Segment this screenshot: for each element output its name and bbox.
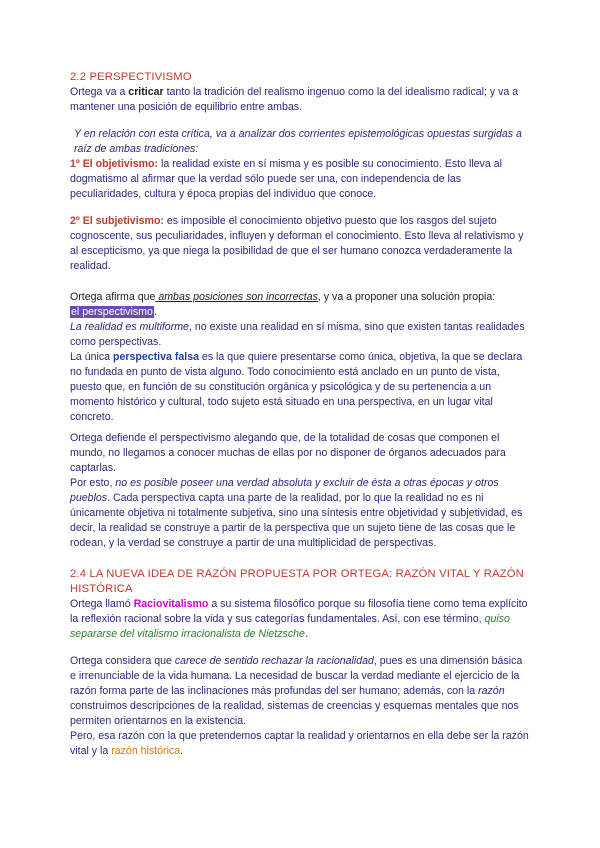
phrase-verdad-absoluta: no es posible poseer una verdad absoluta y excluir de ésta a otras épocas y otros pueblos [70,477,499,504]
term-perspectiva-falsa: perspectiva falsa [113,351,199,363]
paragraph-por-esto [70,476,530,551]
phrase-posiciones-incorrectas: ambas posiciones son incorrectas [155,291,318,303]
text-run: tanto la tradición del realismo ingenuo como la del idealismo radical; y va a mantener una posición de equilibrio entre ambas. [70,86,519,113]
paragraph-perspectiva-falsa [70,350,530,425]
paragraph-ortega-afirma [70,290,530,320]
text-run: Pero, esa razón con la que pretendemos captar la realidad y orientarnos en ella debe ser la razón vital [70,730,529,757]
text-run: la realidad existe en sí misma y es posible su conocimiento. Esto lleva al dogmatismo al afirmar que la verdad sólo puede ser una, con independencia de las peculiaridades, cultura y época propias del individuo que conoce. [70,158,502,200]
text-run: Ortega afirma que [70,291,156,303]
term-criticar: criticar [128,86,164,98]
text-run: Ortega va a [70,86,129,98]
text-run: es la que quiere presentarse como única, objetiva, la que se declara no fundada en punto de vista alguno. Todo conocimiento está anclado en un punto de vista, puesto que, en función de su constitución orgánica y psicológica y de su pertenencia a un momento histórico y cultural, todo sujeto está situado en una perspectiva, en un lugar vital concreto. [70,351,523,423]
phrase-vitalismo-nietzsche: quiso separarse del vitalismo irracionalista de Nietzsche [70,613,510,640]
paragraph-critica [70,85,530,115]
text-run: . [180,745,184,757]
section-heading-razon: 2.4 LA NUEVA IDEA DE RAZÓN PROPUESTA POR ORTEGA: RAZÓN VITAL Y RAZÓN HISTÓRICA [70,568,524,595]
text-run: , no existe una realidad en sí misma, sino que existen tantas realidades como perspectivas. [70,321,525,348]
paragraph-subjetivismo [70,214,530,274]
text-run: . [304,628,308,640]
text-run: , y va a proponer una solución propia: [317,291,496,303]
section-heading-perspectivismo: 2.2 PERSPECTIVISMO [70,71,192,83]
document-page [70,70,530,759]
text-run: . [153,306,157,318]
paragraph-multiforme [70,320,530,350]
text-run: Ortega llamó [70,598,134,610]
paragraph-objetivismo [70,157,530,202]
phrase-rechazar-racionalidad: carece de sentido rechazar la racionalidad [174,655,374,667]
term-razon-historica: razón histórica [111,745,181,757]
text-run: y la [88,745,112,757]
text-run: . Cada perspectiva capta una parte de la realidad, por lo que la realidad no es ni únicamente objetiva ni totalmente subjetiva, sino una síntesis entre objetividad y subjetividad, es decir, la realidad se construye a partir de la perspectiva que un sujeto tiene de las cosas que le rodean, y la verdad se construye a partir de una multiplicidad de perspectivas. [70,492,523,549]
text-run: La única [70,351,113,363]
paragraph-razon-vital [70,729,530,759]
paragraph-defiende: Ortega defiende el perspectivismo alegando que, de la totalidad de cosas que componen el mundo, no llegamos a conocer muchas de ellas por no disponer de órganos adecuados para captarlas. [70,432,506,474]
text-run: Por esto, [70,477,116,489]
paragraph-racionalidad [70,654,530,729]
text-run: Ortega considera que [70,655,175,667]
phrase-multiforme: La realidad es multiforme [70,321,189,333]
text-run: a su sistema filosófico porque su filosofía tiene como tema explícito la reflexión racional sobre la vida y sus categorías fundamentales. Así, con ese término, [70,598,528,625]
term-subjetivismo: 2º El subjetivismo: [70,215,164,227]
paragraph-raciovitalismo [70,597,530,642]
paragraph-corrientes: Y en relación con esta crítica, va a analizar dos corrientes epistemológicas opuestas surgidas a raíz de ambas tradiciones: [74,128,522,155]
term-raciovitalismo: Raciovitalismo [133,598,209,610]
term-objetivismo: 1º El objetivismo: [70,158,159,170]
highlight-perspectivismo: el perspectivismo [71,306,153,318]
text-run: construimos descripciones de la realidad, sistemas de creencias y esquemas mentales que nos permiten orientarnos en la existencia. [70,700,519,727]
text-run: es imposible el conocimiento objetivo puesto que los rasgos del sujeto cognoscente, sus peculiaridades, influyen y deforman el conocimiento. Esto lleva al relativismo y al escepticismo, ya que niega la posibilidad de que el ser humano conozca verdaderamente la realidad. [70,215,524,272]
term-razon: razón [478,685,505,697]
text-run: , pues es una dimensión básica e irrenunciable de la vida humana. La necesidad de buscar la verdad mediante el ejercicio de la razón forma parte de las inclinaciones más profundas del ser humano; además, con la [70,655,523,697]
